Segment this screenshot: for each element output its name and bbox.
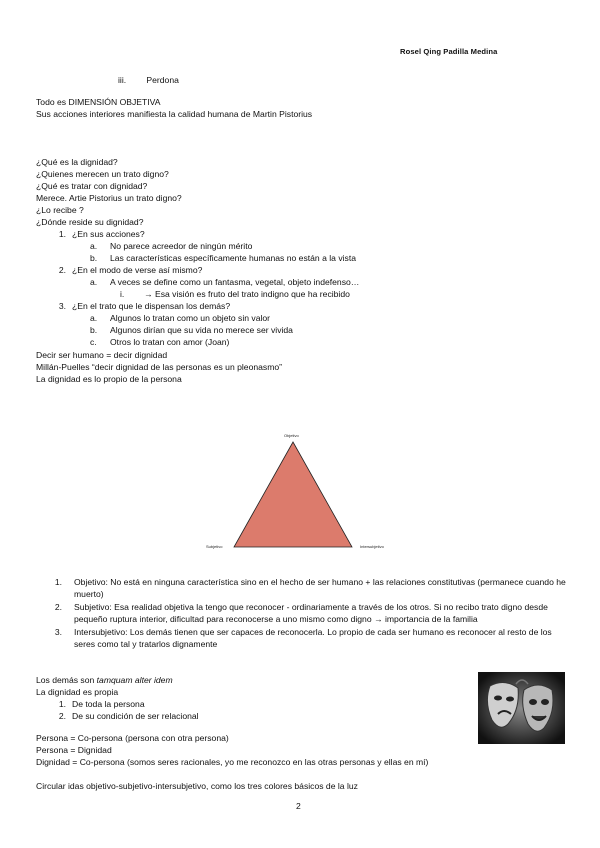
statement-line: Millán-Puelles “decir dignidad de las personas es un pleonasmo”	[36, 362, 283, 372]
list-text: De toda la persona	[72, 699, 145, 709]
subsub-text: → Esa visión es fruto del trato indigno que ha recibido	[144, 289, 350, 299]
sub-letter: a.	[90, 313, 98, 323]
list-number: 1.	[58, 229, 66, 239]
explanation-item	[36, 576, 566, 600]
question-line: ¿Dónde reside su dignidad?	[36, 217, 144, 227]
triangle-top-label: Objetivo	[284, 433, 299, 438]
triangle-shape	[234, 442, 352, 547]
definition-line: Dignidad = Co-persona (somos seres racionales, yo me reconozco en las otras personas y ellas en mí)	[36, 757, 429, 767]
sub-letter: c.	[90, 337, 97, 347]
definition-line: Persona = Co-persona (persona con otra persona)	[36, 733, 229, 743]
question-line: ¿Qué es tratar con dignidad?	[36, 181, 148, 191]
question-line: Merece. Artie Pistorius un trato digno?	[36, 193, 182, 203]
list-item	[48, 698, 145, 710]
roman-numeral: iii.	[118, 75, 127, 85]
others-line	[36, 674, 173, 686]
sub-letter: b.	[90, 253, 98, 263]
list-number: 2.	[58, 711, 66, 721]
sub-text: Algunos lo tratan como un objeto sin valor	[110, 313, 271, 323]
sub-text: No parece acreedor de ningún mérito	[110, 241, 253, 251]
closing-line: Circular idas objetivo-subjetivo-intersubjetivo, como los tres colores básicos de la luz	[36, 781, 358, 791]
sub-list-item	[90, 312, 270, 324]
sub-list-item	[90, 240, 252, 252]
others-prefix: Los demás son	[36, 675, 97, 685]
list-text: ¿En el modo de verse así mismo?	[72, 265, 203, 275]
triangle-left-label: Subjetivo	[206, 544, 223, 549]
sub-text: Algunos dirían que su vida no merece ser vivida	[110, 325, 293, 335]
sub-text: Las características específicamente humanas no están a la vista	[110, 253, 357, 263]
sub-list-item	[90, 324, 293, 336]
list-text: De su condición de ser relacional	[72, 711, 199, 721]
list-item	[48, 264, 202, 276]
latin-phrase: tamquam alter idem	[96, 675, 173, 685]
explanation-number: 2.	[54, 602, 62, 613]
theater-masks-icon	[478, 672, 565, 744]
sub-text: A veces se define como un fantasma, vegetal, objeto indefenso…	[110, 277, 360, 287]
others-line2: La dignidad es propia	[36, 687, 119, 697]
explanation-number: 3.	[54, 627, 62, 638]
list-item	[48, 710, 199, 722]
sub-list-item	[90, 252, 356, 264]
explanation-text: Intersubjetivo: Los demás tienen que ser capaces de reconocerla. Lo propio de cada ser humano es reconocer al resto de los seres como tal y tratarlos dignamente	[74, 627, 552, 650]
list-item	[48, 228, 145, 240]
sub-text: Otros lo tratan con amor (Joan)	[110, 337, 230, 347]
sub-letter: a.	[90, 241, 98, 251]
statement-line: La dignidad es lo propio de la persona	[36, 374, 182, 384]
sub-letter: b.	[90, 325, 98, 335]
question-line: ¿Lo recibe ?	[36, 205, 84, 215]
intro-line: Todo es DIMENSIÓN OBJETIVA	[36, 97, 161, 107]
list-number: 1.	[58, 699, 66, 709]
sub-letter: a.	[90, 277, 98, 287]
question-line: ¿Quienes merecen un trato digno?	[36, 169, 169, 179]
list-number: 2.	[58, 265, 66, 275]
masks-drawing	[478, 672, 565, 744]
list-item	[48, 300, 230, 312]
subsub-numeral: i.	[120, 289, 125, 299]
explanation-item	[36, 601, 566, 625]
list-text: ¿En el trato que le dispensan los demás?	[72, 301, 231, 311]
list-text: ¿En sus acciones?	[72, 229, 145, 239]
dignity-triangle-diagram	[200, 428, 400, 553]
roman-list-item	[118, 74, 179, 86]
subsub-list-item	[120, 288, 350, 300]
explanation-text: Subjetivo: Esa realidad objetiva la tengo que reconocer - ordinariamente a través de los otros. Si no recibo trato digno desde pequeño ruptura interior, dificultad para reconocerse a uno mismo como digno → importancia de la familia	[74, 602, 548, 625]
triangle-right-label: Intersubjetivo	[360, 544, 384, 549]
definition-line: Persona = Dignidad	[36, 745, 112, 755]
explanation-item	[36, 626, 566, 650]
list-number: 3.	[58, 301, 66, 311]
statement-line: Decir ser humano = decir dignidad	[36, 350, 168, 360]
sub-list-item	[90, 276, 359, 288]
page-number: 2	[296, 801, 301, 811]
sub-list-item	[90, 336, 229, 348]
question-line: ¿Qué es la dignidad?	[36, 157, 118, 167]
roman-text: Perdona	[146, 75, 179, 85]
explanation-list	[36, 576, 566, 651]
intro-line: Sus acciones interiores manifiesta la calidad humana de Martin Pistorius	[36, 109, 313, 119]
explanation-number: 1.	[54, 577, 62, 587]
explanation-text: Objetivo: No está en ninguna característica sino en el hecho de ser humano + las relaciones constitutivas (permanece cuando he muerto)	[74, 577, 566, 600]
author-name: Rosel Qing Padilla Medina	[400, 47, 498, 56]
